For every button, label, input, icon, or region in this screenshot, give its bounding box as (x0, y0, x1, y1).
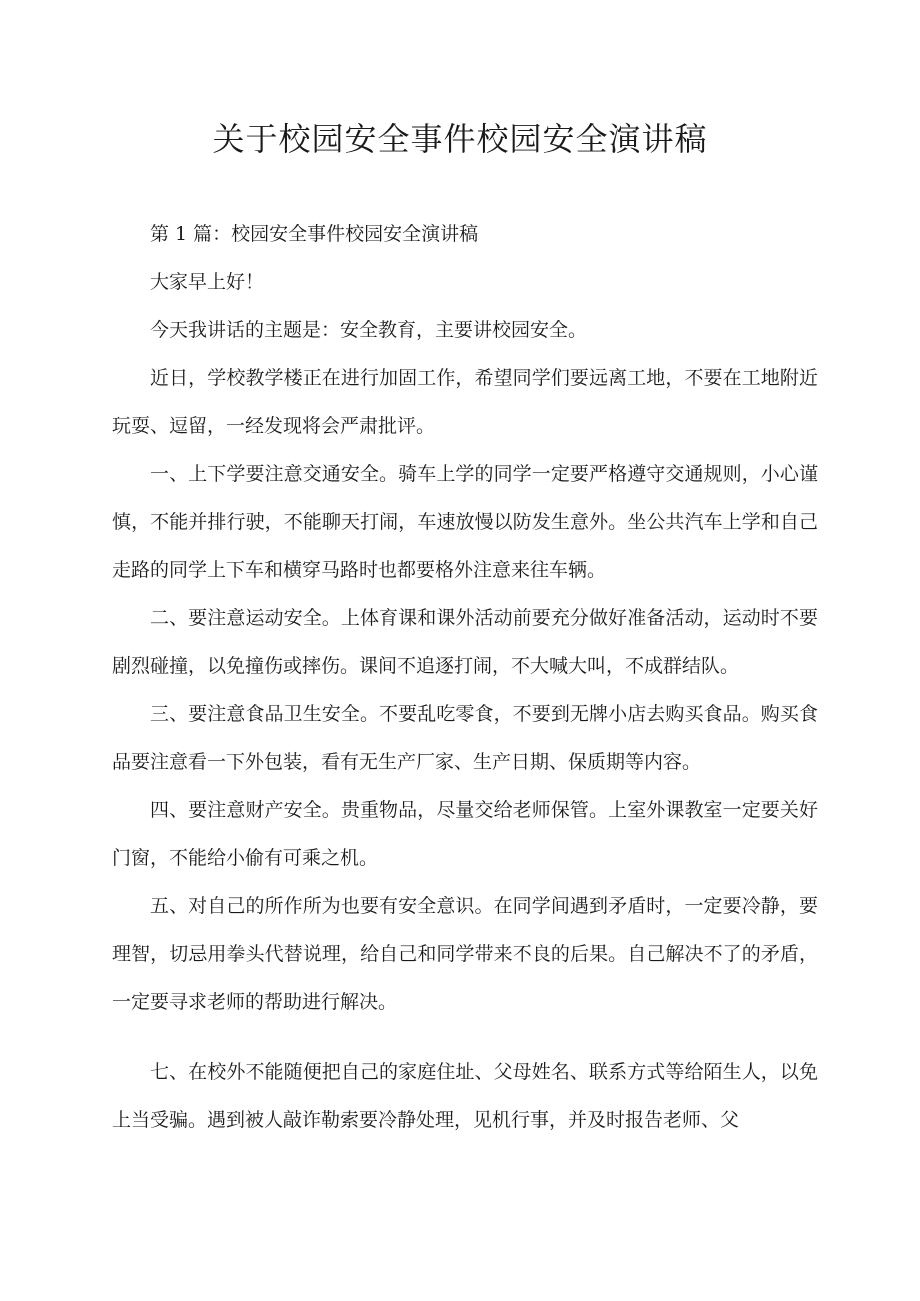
paragraph-greeting: 大家早上好！ (150, 271, 265, 293)
document-body (112, 210, 818, 1144)
paragraph-traffic-safety: 一、上下学要注意交通安全。骑车上学的同学一定要严格遵守交通规则，小心谨慎，不能并排行驶，不能聊天打闹，车速放慢以防发生意外。坐公共汽车上学和自己走路的同学上下车和横穿马路时也都要格外注意来往车辆。 (112, 463, 818, 581)
document-title: 关于校园安全事件校园安全演讲稿 (212, 120, 708, 158)
paragraph-property-safety: 四、要注意财产安全。贵重物品，尽量交给老师保管。上室外课教室一定要关好门窗，不能给小偷有可乘之机。 (112, 799, 818, 869)
paragraph-self-awareness: 五、对自己的所作所为也要有安全意识。在同学间遇到矛盾时，一定要冷静，要理智，切忌用拳头代替说理，给自己和同学带来不良的后果。自己解决不了的矛盾，一定要寻求老师的帮助进行解决。 (112, 895, 818, 1013)
paragraph-topic: 今天我讲话的主题是：安全教育，主要讲校园安全。 (150, 319, 588, 341)
paragraph-construction-notice: 近日，学校教学楼正在进行加固工作，希望同学们要远离工地，不要在工地附近玩耍、逗留，一经发现将会严肃批评。 (112, 367, 818, 437)
paragraph-outside-school: 七、在校外不能随便把自己的家庭住址、父母姓名、联系方式等给陌生人，以免上当受骗。遇到被人敲诈勒索要冷静处理，见机行事，并及时报告老师、父 (112, 1061, 818, 1131)
paragraph-sports-safety: 二、要注意运动安全。上体育课和课外活动前要充分做好准备活动，运动时不要剧烈碰撞，以免撞伤或摔伤。课间不追逐打闹，不大喊大叫，不成群结队。 (112, 607, 818, 677)
paragraph-food-safety: 三、要注意食品卫生安全。不要乱吃零食，不要到无牌小店去购买食品。购买食品要注意看一下外包装，看有无生产厂家、生产日期、保质期等内容。 (112, 703, 818, 773)
paragraph-article-heading: 第 1 篇：校园安全事件校园安全演讲稿 (150, 223, 479, 245)
